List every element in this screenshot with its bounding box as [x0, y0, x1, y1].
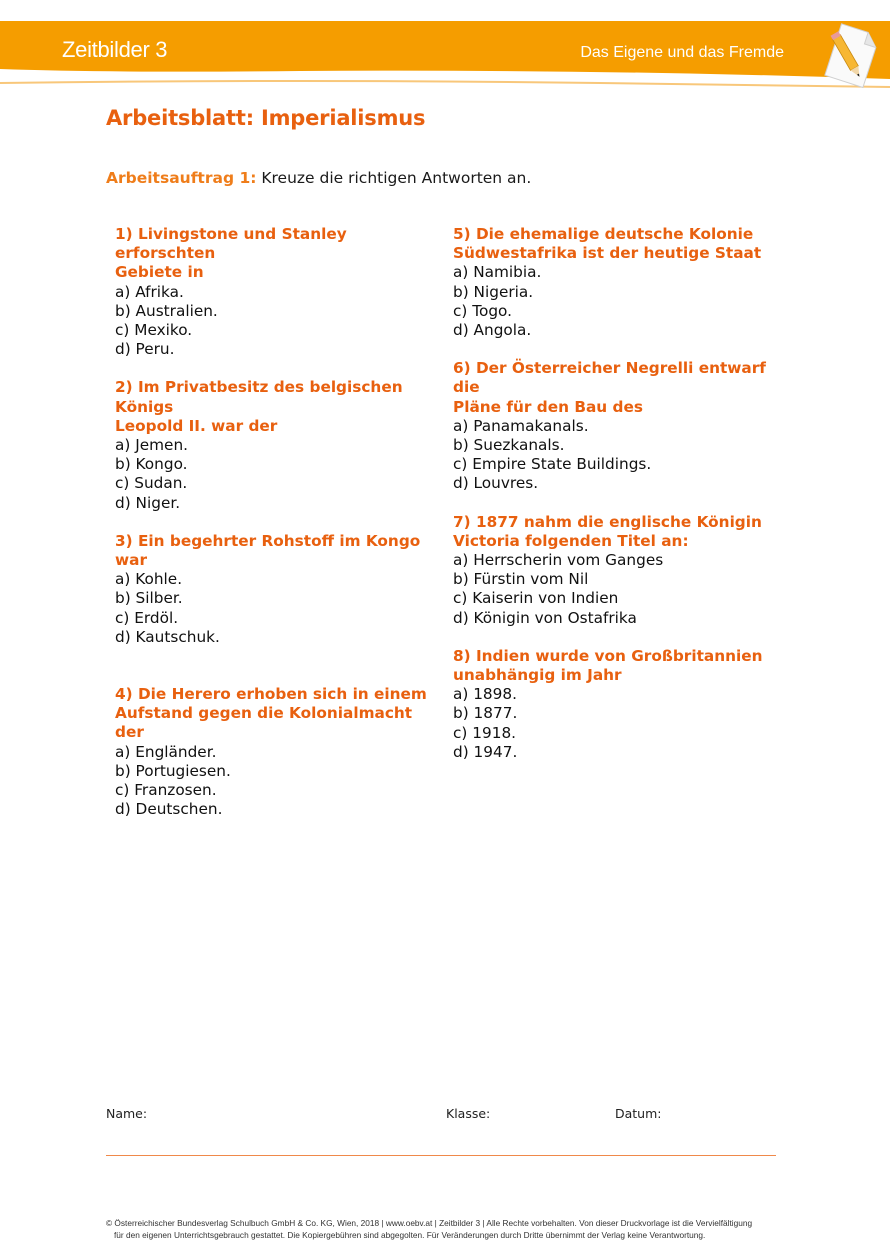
question-1	[115, 225, 445, 359]
question-heading: 7) 1877 nahm die englische Königin	[453, 512, 762, 531]
question-heading: 6) Der Österreicher Negrelli entwarf die	[453, 359, 766, 397]
answer-option[interactable]: c) Erdöl.	[115, 608, 179, 627]
question-heading: Aufstand gegen die Kolonialmacht der	[115, 704, 413, 742]
answer-option[interactable]: d) Deutschen.	[115, 800, 223, 819]
question-heading: 3) Ein begehrter Rohstoff im Kongo war	[115, 531, 421, 570]
answer-option[interactable]: a) Herrscherin vom Ganges	[453, 551, 664, 570]
answer-option[interactable]: b) 1877.	[453, 704, 518, 723]
question-heading: 8) Indien wurde von Großbritannien	[453, 646, 763, 665]
question-heading: 4) Die Herero erhoben sich in einem	[115, 685, 427, 704]
question-heading: Victoria folgenden Titel an:	[453, 531, 689, 550]
answer-option[interactable]: b) Kongo.	[115, 455, 188, 474]
question-heading: unabhängig im Jahr	[453, 666, 622, 685]
answer-option[interactable]: b) Portugiesen.	[115, 761, 231, 780]
answer-option[interactable]: c) 1918.	[453, 723, 517, 742]
answer-option[interactable]: d) Angola.	[453, 321, 532, 340]
question-column-left	[115, 225, 445, 819]
signature-line	[106, 1155, 776, 1156]
answer-option[interactable]: b) Suezkanals.	[453, 436, 565, 455]
question-heading: Leopold II. war der	[115, 416, 278, 435]
class-label: Klasse:	[446, 1106, 491, 1121]
task-label: Arbeitsauftrag 1:	[106, 169, 257, 187]
answer-option[interactable]: c) Sudan.	[115, 474, 188, 493]
answer-option[interactable]: b) Fürstin vom Nil	[453, 570, 589, 589]
question-heading: 5) Die ehemalige deutsche Kolonie	[453, 225, 754, 243]
answer-option[interactable]: c) Togo.	[453, 301, 513, 320]
footer-line-2: für den eigenen Unterrichtsgebrauch gestattet. Die Kopiergebühren sind abgegolten. Für Veränderungen durch Dritte übernimmt der Verlag keine Verantwortung.	[114, 1230, 706, 1240]
answer-option[interactable]: a) Jemen.	[115, 436, 188, 455]
question-heading: Pläne für den Bau des	[453, 397, 643, 416]
answer-option[interactable]: b) Nigeria.	[453, 282, 534, 301]
answer-option[interactable]: a) Afrika.	[115, 282, 184, 301]
answer-option[interactable]: a) Namibia.	[453, 263, 542, 282]
answer-option[interactable]: c) Empire State Buildings.	[453, 455, 652, 474]
answer-option[interactable]: c) Kaiserin von Indien	[453, 589, 619, 608]
question-6	[453, 359, 783, 493]
answer-option[interactable]: b) Silber.	[115, 589, 183, 608]
answer-option[interactable]: a) Engländer.	[115, 742, 217, 761]
answer-option[interactable]: a) 1898.	[453, 685, 517, 704]
worksheet-title: Arbeitsblatt: Imperialismus	[106, 106, 426, 130]
question-heading: 1) Livingstone und Stanley erforschten	[115, 225, 347, 263]
chapter-subject: Das Eigene und das Fremde	[580, 44, 784, 61]
task-instruction	[106, 169, 531, 187]
answer-option[interactable]: b) Australien.	[115, 301, 218, 320]
answer-option[interactable]: d) Peru.	[115, 340, 175, 359]
pencil-note-icon	[818, 20, 882, 92]
question-4	[115, 685, 445, 819]
question-2	[115, 378, 445, 512]
answer-option[interactable]: d) Louvres.	[453, 474, 539, 493]
footer-line-1: © Österreichischer Bundesverlag Schulbuch GmbH & Co. KG, Wien, 2018 | www.oebv.at | Zeitbilder 3 | Alle Rechte vorbehalten. Von dieser Druckvorlage ist die Vervielfältigung	[106, 1218, 753, 1228]
answer-option[interactable]: a) Kohle.	[115, 570, 183, 589]
question-8	[453, 647, 783, 762]
question-7	[453, 513, 783, 628]
copyright-footer	[106, 1217, 786, 1241]
answer-option[interactable]: d) Kautschuk.	[115, 627, 220, 646]
answer-option[interactable]: a) Panamakanals.	[453, 416, 589, 435]
question-heading: Gebiete in	[115, 263, 204, 282]
question-column-right	[453, 225, 783, 762]
answer-option[interactable]: d) Niger.	[115, 493, 181, 512]
brand-title: Zeitbilder 3	[62, 37, 168, 62]
question-heading: 2) Im Privatbesitz des belgischen Königs	[115, 378, 403, 416]
question-3	[115, 532, 445, 647]
answer-option[interactable]: d) Königin von Ostafrika	[453, 608, 637, 627]
answer-option[interactable]: d) 1947.	[453, 742, 518, 761]
question-5	[453, 225, 783, 340]
date-label: Datum:	[615, 1106, 662, 1121]
task-text: Kreuze die richtigen Antworten an.	[261, 169, 532, 187]
name-label: Name:	[106, 1106, 148, 1121]
answer-option[interactable]: c) Franzosen.	[115, 781, 217, 800]
question-heading: Südwestafrika ist der heutige Staat	[453, 244, 762, 263]
answer-option[interactable]: c) Mexiko.	[115, 321, 193, 340]
